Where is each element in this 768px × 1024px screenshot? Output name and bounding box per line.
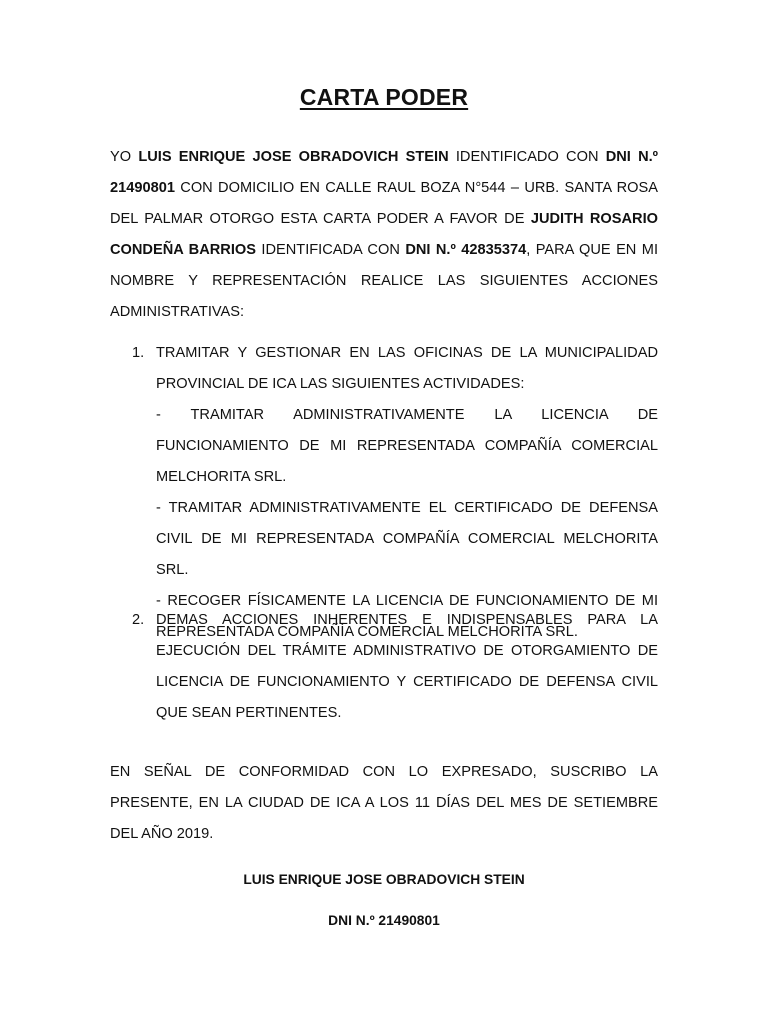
signature-dni: DNI N.º 21490801 [328, 913, 440, 928]
intro-text-3: CON DOMICILIO EN CALLE RAUL BOZA N°544 – URB. SANTA ROSA DEL PALMAR OTORGO ESTA CARTA PODER A FAVOR DE [110, 180, 658, 227]
grantor-name: LUIS ENRIQUE JOSE OBRADOVICH STEIN [138, 149, 449, 165]
closing-paragraph: EN SEÑAL DE CONFORMIDAD CON LO EXPRESADO, SUSCRIBO LA PRESENTE, EN LA CIUDAD DE ICA A LOS 11 DÍAS DEL MES DE SETIEMBRE DEL AÑO 2019. [110, 764, 658, 842]
signature-name: LUIS ENRIQUE JOSE OBRADOVICH STEIN [243, 872, 525, 887]
intro-text-2: IDENTIFICADO CON [448, 149, 606, 165]
intro-text-1: YO [110, 149, 139, 165]
list-number: 1. [132, 345, 145, 361]
document-title: CARTA PODER [299, 84, 469, 110]
list-content [156, 338, 658, 648]
list-item-text: TRAMITAR Y GESTIONAR EN LAS OFICINAS DE LA MUNICIPALIDAD PROVINCIAL DE ICA LAS SIGUIENTES ACTIVIDADES: [156, 345, 658, 392]
agent-name: JUDITH ROSARIO CONDEÑA BARRIOS [110, 211, 658, 258]
list-item-text: DEMAS ACCIONES INHERENTES E INDISPENSABLES PARA LA EJECUCIÓN DEL TRÁMITE ADMINISTRATIVO DE OTORGAMIENTO DE LICENCIA DE FUNCIONAMIENTO Y CERTIFICADO DE DEFENSA CIVIL QUE SEAN PERTINENTES. [156, 612, 658, 721]
list-number: 2. [132, 612, 145, 628]
list-subitem: - TRAMITAR ADMINISTRATIVAMENTE LA LICENCIA DE FUNCIONAMIENTO DE MI REPRESENTADA COMPAÑÍA COMERCIAL MELCHORITA SRL. [156, 407, 658, 485]
intro-text-5: , PARA QUE EN MI NOMBRE Y REPRESENTACIÓN REALICE LAS SIGUIENTES ACCIONES ADMINISTRATIVAS: [110, 242, 659, 320]
list-subitem: - RECOGER FÍSICAMENTE LA LICENCIA DE FUNCIONAMIENTO DE MI REPRESENTADA COMPAÑÍA COMERCIAL MELCHORITA SRL. [156, 593, 658, 640]
intro-text-4: IDENTIFICADA CON [255, 242, 406, 258]
intro-paragraph [110, 142, 658, 328]
list-content [156, 605, 658, 729]
grantor-dni: DNI N.º 21490801 [110, 149, 659, 196]
agent-dni: DNI N.º 42835374 [405, 242, 527, 258]
list-subitem: - TRAMITAR ADMINISTRATIVAMENTE EL CERTIFICADO DE DEFENSA CIVIL DE MI REPRESENTADA COMPAÑÍA COMERCIAL MELCHORITA SRL. [156, 500, 658, 578]
